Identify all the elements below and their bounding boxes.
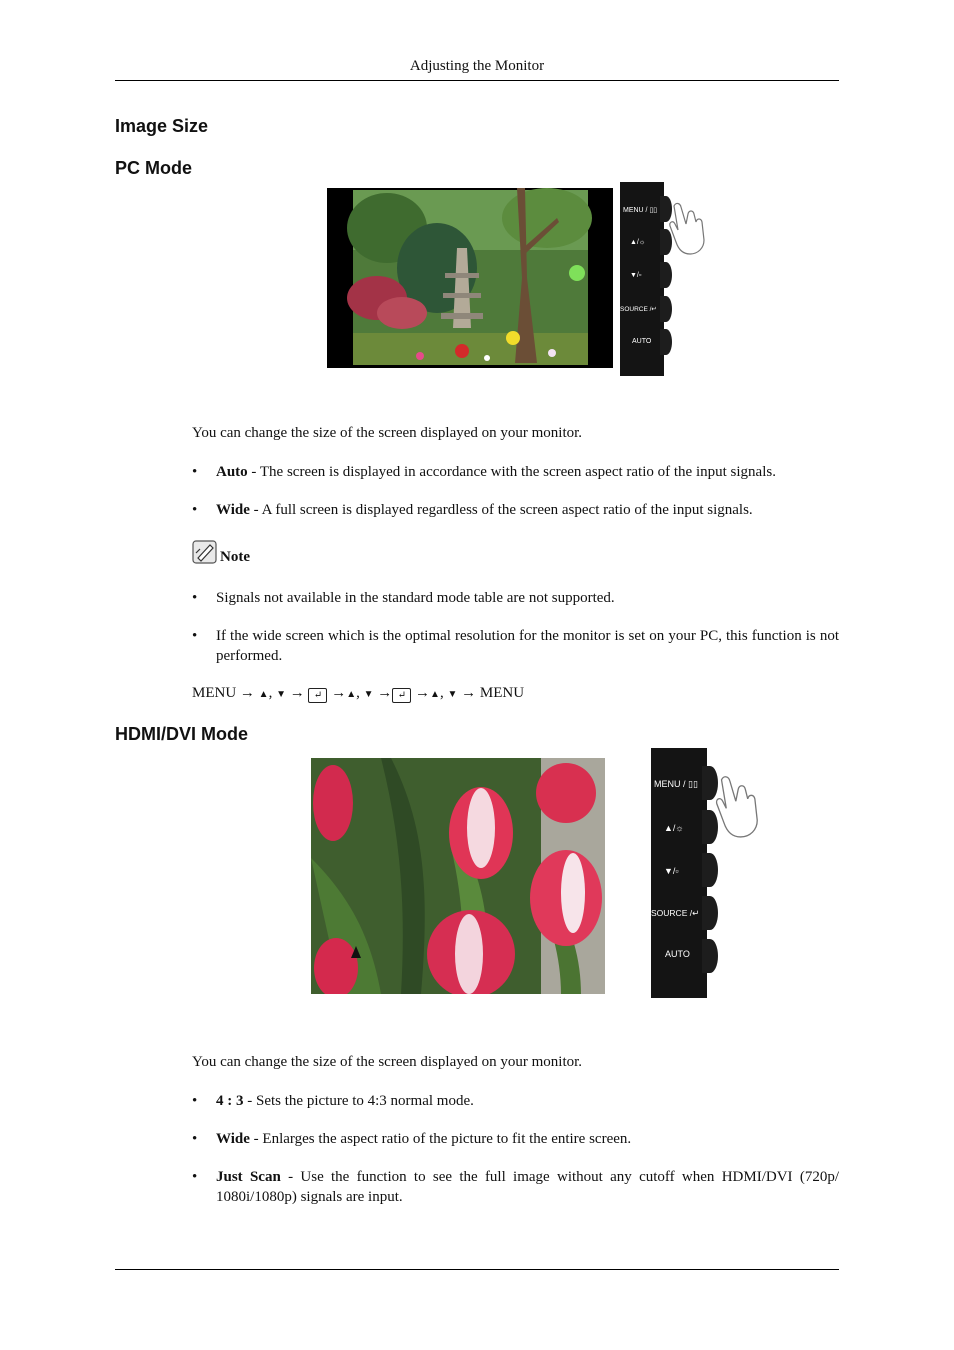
down-arrow-icon: ▼ xyxy=(447,689,458,700)
pc-mode-garden-image xyxy=(327,188,613,368)
note-pencil-icon xyxy=(192,540,217,564)
pc-mode-title: PC Mode xyxy=(115,158,193,178)
pc-item-term: Auto xyxy=(216,464,248,480)
auto-button-label[interactable]: AUTO xyxy=(632,338,652,345)
up-arrow-icon: ▲ xyxy=(258,689,269,700)
note-item-text: Signals not available in the standard mode table are not supported. xyxy=(216,590,615,606)
comma: , xyxy=(356,685,360,701)
arrow: → xyxy=(415,685,431,701)
source-button-bump xyxy=(660,296,672,322)
hdmi-item-term: 4 : 3 xyxy=(216,1093,244,1109)
hdmi-mode-button-panel xyxy=(651,748,707,998)
pc-mode-intro: You can change the size of the screen displayed on your monitor. xyxy=(192,425,583,441)
down-arrow-icon: ▼ xyxy=(363,689,374,700)
comma: , xyxy=(439,685,444,701)
header-rule xyxy=(115,80,839,81)
hdmi-mode-item-43: • 4 : 3 - Sets the picture to 4:3 normal mode. xyxy=(192,1093,474,1109)
comma: , xyxy=(268,685,273,701)
down-button-bump xyxy=(702,853,718,887)
hdmi-item-term: Just Scan xyxy=(216,1169,281,1185)
source-button-bump xyxy=(702,896,718,930)
source-button-label[interactable]: SOURCE /↵ xyxy=(651,908,700,918)
hdmi-mode-title: HDMI/DVI Mode xyxy=(115,724,248,744)
menu-button-label[interactable]: MENU / ▯▯ xyxy=(623,207,658,214)
pc-item-text: - The screen is displayed in accordance with the screen aspect ratio of the input signals. xyxy=(247,464,776,480)
pc-mode-button-panel xyxy=(620,182,664,376)
auto-button-bump xyxy=(702,939,718,973)
pc-item-text: - A full screen is displayed regardless of the screen aspect ratio of the input signals. xyxy=(249,502,753,518)
down-button-label[interactable]: ▼/▫ xyxy=(664,866,679,876)
down-arrow-icon: ▼ xyxy=(276,689,286,700)
up-arrow-icon: ▲ xyxy=(430,689,440,700)
note-item: • Signals not available in the standard mode table are not supported. xyxy=(192,590,615,606)
hdmi-item-text: - Enlarges the aspect ratio of the picture to fit the entire screen. xyxy=(249,1131,632,1147)
arrow: → xyxy=(377,685,393,701)
source-button-label[interactable]: SOURCE /↵ xyxy=(620,306,657,313)
menu-path-start: MENU → xyxy=(192,685,255,701)
hdmi-mode-tulip-image xyxy=(311,758,605,994)
auto-button-bump xyxy=(660,329,672,355)
note-item: • If the wide screen which is the optimal resolution for the monitor is set on your PC, this function is not performed. xyxy=(192,628,839,664)
pc-item-term: Wide xyxy=(216,502,250,518)
down-button-bump xyxy=(660,262,672,288)
auto-button-label[interactable]: AUTO xyxy=(665,949,690,959)
garden-photo xyxy=(327,188,613,368)
note-label: Note xyxy=(220,549,250,565)
hdmi-mode-intro: You can change the size of the screen displayed on your monitor. xyxy=(192,1054,583,1070)
hdmi-item-text: - Use the function to see the full image without any cutoff when HDMI/DVI (720p/ 1080i/1080p) signals are input. xyxy=(216,1169,839,1205)
footer-rule xyxy=(115,1269,839,1270)
pc-mode-item-wide: • Wide - A full screen is displayed regardless of the screen aspect ratio of the input signals. xyxy=(192,502,753,518)
up-arrow-icon: ▲ xyxy=(346,689,357,700)
menu-button-label[interactable]: MENU / ▯▯ xyxy=(654,779,698,789)
arrow: → xyxy=(289,685,305,701)
enter-key-icon: ↵ xyxy=(308,688,327,703)
up-button-label[interactable]: ▲/☼ xyxy=(664,823,684,833)
hdmi-mode-item-wide: • Wide - Enlarges the aspect ratio of the picture to fit the entire screen. xyxy=(192,1131,632,1147)
up-button-label[interactable]: ▲/☼ xyxy=(630,239,646,246)
down-button-label[interactable]: ▼/▫ xyxy=(630,272,642,279)
page-header-title: Adjusting the Monitor xyxy=(409,58,545,74)
enter-key-icon: ↵ xyxy=(392,688,411,703)
hdmi-item-text: - Sets the picture to 4:3 normal mode. xyxy=(243,1093,474,1109)
tulip-photo xyxy=(311,758,605,994)
menu-path-end: → MENU xyxy=(461,685,525,701)
pc-mode-item-auto: • Auto - The screen is displayed in accordance with the screen aspect ratio of the input signals. xyxy=(192,464,776,480)
section-title: Image Size xyxy=(115,116,209,136)
pointing-hand-icon xyxy=(666,200,708,256)
pointing-hand-icon xyxy=(712,772,762,840)
menu-path xyxy=(192,685,524,703)
hdmi-mode-item-just-scan: • Just Scan - Use the function to see the full image without any cutoff when HDMI/DVI (720p/ 1080i/1080p) signals are input. xyxy=(192,1169,839,1205)
hdmi-item-term: Wide xyxy=(216,1131,250,1147)
arrow: → xyxy=(331,685,347,701)
note-item-text: If the wide screen which is the optimal resolution for the monitor is set on your PC, this function is not performed. xyxy=(216,628,839,664)
